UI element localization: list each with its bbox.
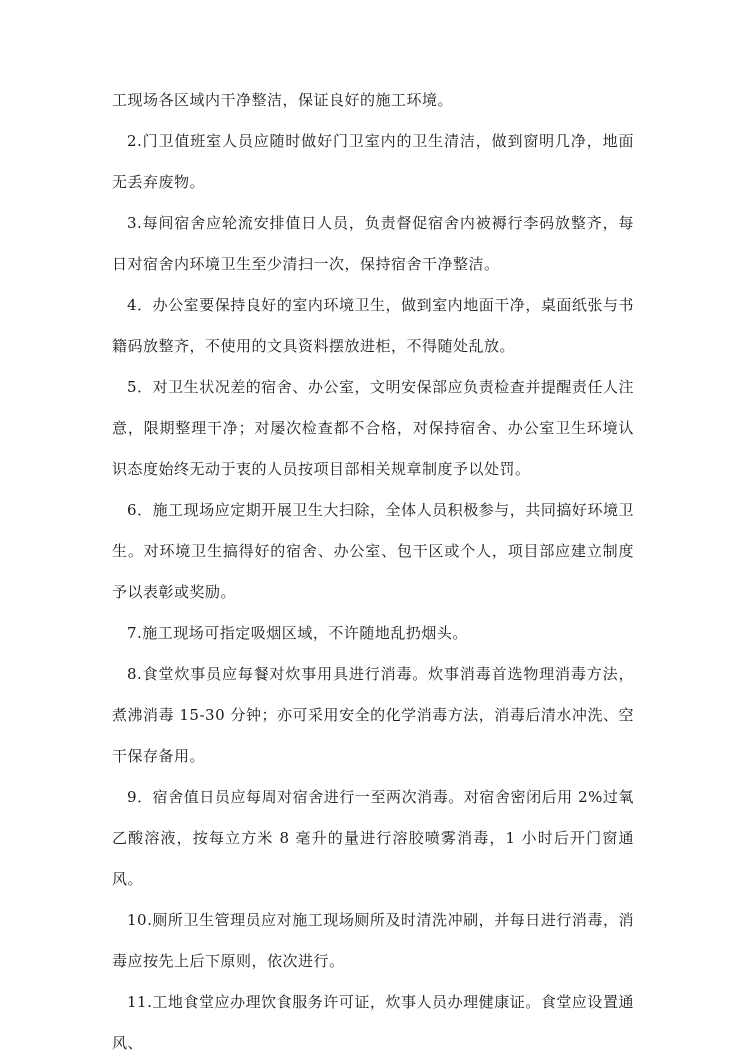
paragraph: 2.门卫值班室人员应随时做好门卫室内的卫生清洁，做到窗明几净，地面无丢弃废物。 <box>112 132 634 191</box>
paragraph: 4．办公室要保持良好的室内环境卫生，做到室内地面干净，桌面纸张与书籍码放整齐，不使用的文具资料摆放进柜，不得随处乱放。 <box>112 296 634 355</box>
paragraph: 7.施工现场可指定吸烟区域，不许随地乱扔烟头。 <box>127 624 468 642</box>
document-body <box>112 80 634 1052</box>
paragraph: 6．施工现场应定期开展卫生大扫除，全体人员积极参与，共同搞好环境卫生。对环境卫生搞得好的宿舍、办公室、包干区或个人，项目部应建立制度予以表彰或奖励。 <box>112 501 634 601</box>
paragraph: 5．对卫生状况差的宿舍、办公室，文明安保部应负责检查并提醒责任人注意，限期整理干净；对屡次检查都不合格，对保持宿舍、办公室卫生环境认识态度始终无动于衷的人员按项目部相关规章制度予以处罚。 <box>112 378 634 478</box>
paragraph: 9．宿舍值日员应每周对宿舍进行一至两次消毒。对宿舍密闭后用 2%过氧乙酸溶液，按每立方米 8 毫升的量进行溶胶喷雾消毒，1 小时后开门窗通风。 <box>112 788 634 888</box>
paragraph: 3.每间宿舍应轮流安排值日人员，负责督促宿舍内被褥行李码放整齐，每日对宿舍内环境卫生至少清扫一次，保持宿舍干净整洁。 <box>112 214 634 273</box>
paragraph: 8.食堂炊事员应每餐对炊事用具进行消毒。炊事消毒首选物理消毒方法，煮沸消毒 15-30 分钟；亦可采用安全的化学消毒方法，消毒后清水冲洗、空干保存备用。 <box>112 665 634 765</box>
paragraph: 工现场各区域内干净整洁，保证良好的施工环境。 <box>112 91 454 109</box>
paragraph: 10.厕所卫生管理员应对施工现场厕所及时清洗冲刷，并每日进行消毒，消毒应按先上后下原则，依次进行。 <box>112 911 634 970</box>
paragraph: 11.工地食堂应办理饮食服务许可证，炊事人员办理健康证。食堂应设置通风、 <box>112 993 634 1052</box>
